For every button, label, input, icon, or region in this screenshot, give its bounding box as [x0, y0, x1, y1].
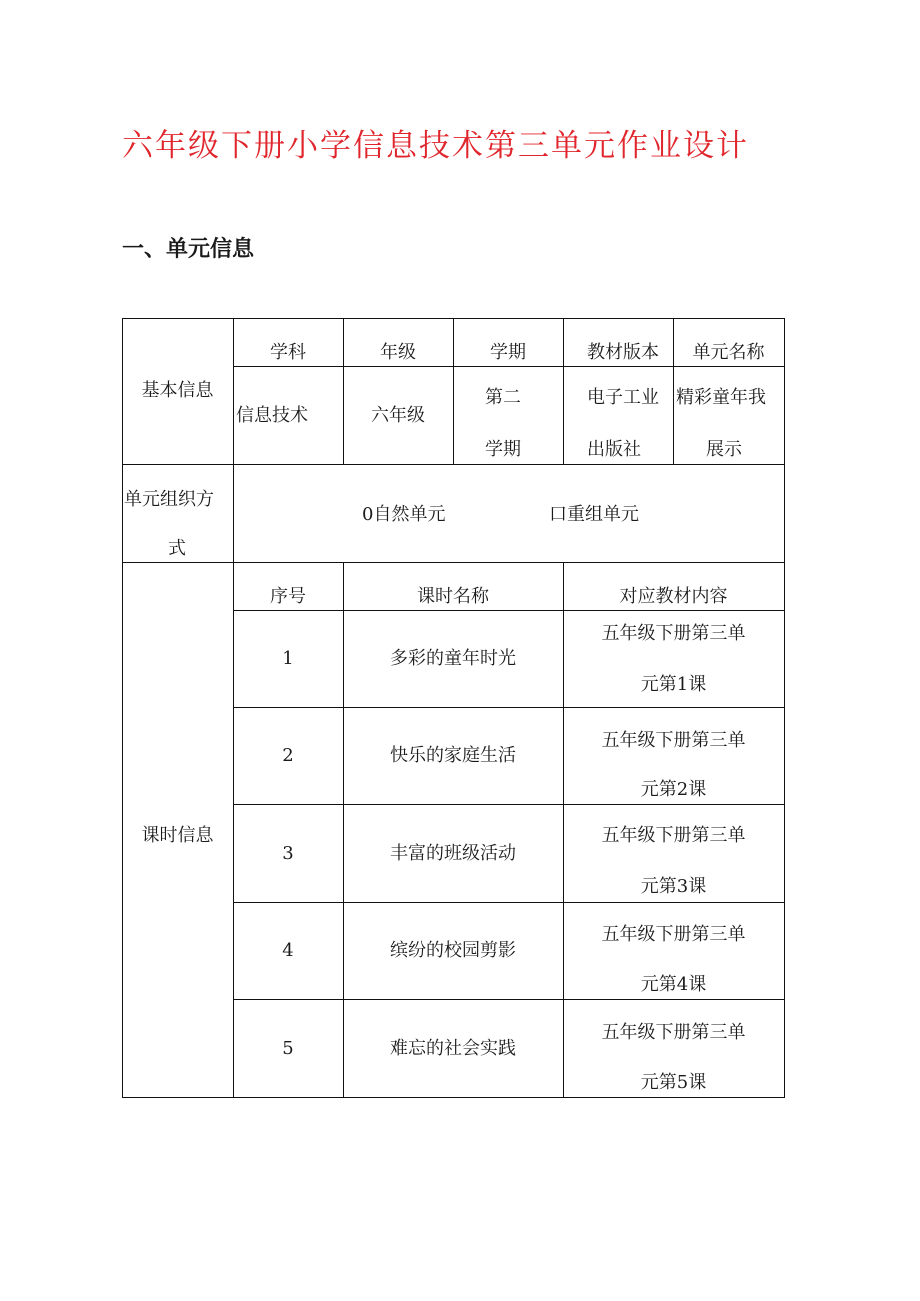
basic-info-label: 基本信息 [141, 380, 214, 401]
organization-label-line1: 单元组织方 [124, 489, 214, 510]
lesson-content-line1: 五年级下册第三单 [601, 623, 746, 644]
lesson-number: 2 [282, 745, 294, 766]
table-border-left [122, 318, 123, 1098]
lesson-number: 3 [282, 843, 294, 864]
lesson-content-line2: 元第4课 [640, 974, 707, 995]
lesson-content-line2: 元第5课 [640, 1072, 707, 1093]
organization-label-line2: 式 [168, 538, 186, 559]
header-grade: 年级 [380, 342, 416, 363]
edition-value-line1: 电子工业 [587, 387, 659, 408]
header-edition: 教材版本 [587, 342, 659, 363]
grade-value: 六年级 [371, 405, 425, 426]
lesson-content-line2: 元第3课 [640, 876, 707, 897]
table-border-right [784, 318, 785, 1098]
table-rule [563, 318, 564, 465]
lesson-name: 缤纷的校园剪影 [390, 940, 516, 961]
table-rule [343, 562, 344, 1098]
subject-value: 信息技术 [236, 405, 308, 426]
lesson-content-line2: 元第2课 [640, 779, 707, 800]
table-rule [233, 804, 785, 805]
table-rule [122, 562, 785, 563]
document-title: 六年级下册小学信息技术第三单元作业设计 [122, 128, 749, 164]
lesson-number: 4 [282, 940, 294, 961]
organization-option-natural: 0自然单元 [362, 504, 446, 525]
header-textbook-content: 对应教材内容 [619, 586, 728, 607]
lesson-number: 5 [282, 1038, 294, 1059]
lesson-content-line2: 元第1课 [640, 674, 707, 695]
header-lesson-name: 课时名称 [417, 586, 489, 607]
lesson-content-line1: 五年级下册第三单 [601, 730, 746, 751]
lesson-name: 难忘的社会实践 [390, 1038, 516, 1059]
lesson-content-line1: 五年级下册第三单 [601, 825, 746, 846]
header-subject: 学科 [270, 342, 306, 363]
lesson-name: 丰富的班级活动 [390, 843, 516, 864]
table-border-bottom [122, 1097, 785, 1098]
lessons-label: 课时信息 [141, 825, 214, 846]
semester-value-line2: 学期 [485, 439, 521, 460]
header-number: 序号 [270, 586, 306, 607]
section-heading: 一、单元信息 [122, 237, 255, 262]
lesson-content-line1: 五年级下册第三单 [601, 924, 746, 945]
table-rule [233, 366, 785, 367]
table-rule [233, 707, 785, 708]
unit-name-value-line2: 展示 [706, 439, 742, 460]
table-rule [233, 902, 785, 903]
lesson-content-line1: 五年级下册第三单 [601, 1022, 746, 1043]
organization-option-regrouped: 口重组单元 [549, 504, 639, 525]
table-rule [233, 610, 785, 611]
lesson-name: 多彩的童年时光 [390, 648, 516, 669]
header-semester: 学期 [490, 342, 526, 363]
semester-value-line1: 第二 [485, 387, 521, 408]
edition-value-line2: 出版社 [587, 439, 641, 460]
lesson-number: 1 [282, 648, 294, 669]
header-unit-name: 单元名称 [692, 342, 765, 363]
lesson-name: 快乐的家庭生活 [390, 745, 516, 766]
unit-name-value-line1: 精彩童年我 [676, 387, 766, 408]
table-rule [233, 318, 234, 1098]
table-rule [233, 999, 785, 1000]
